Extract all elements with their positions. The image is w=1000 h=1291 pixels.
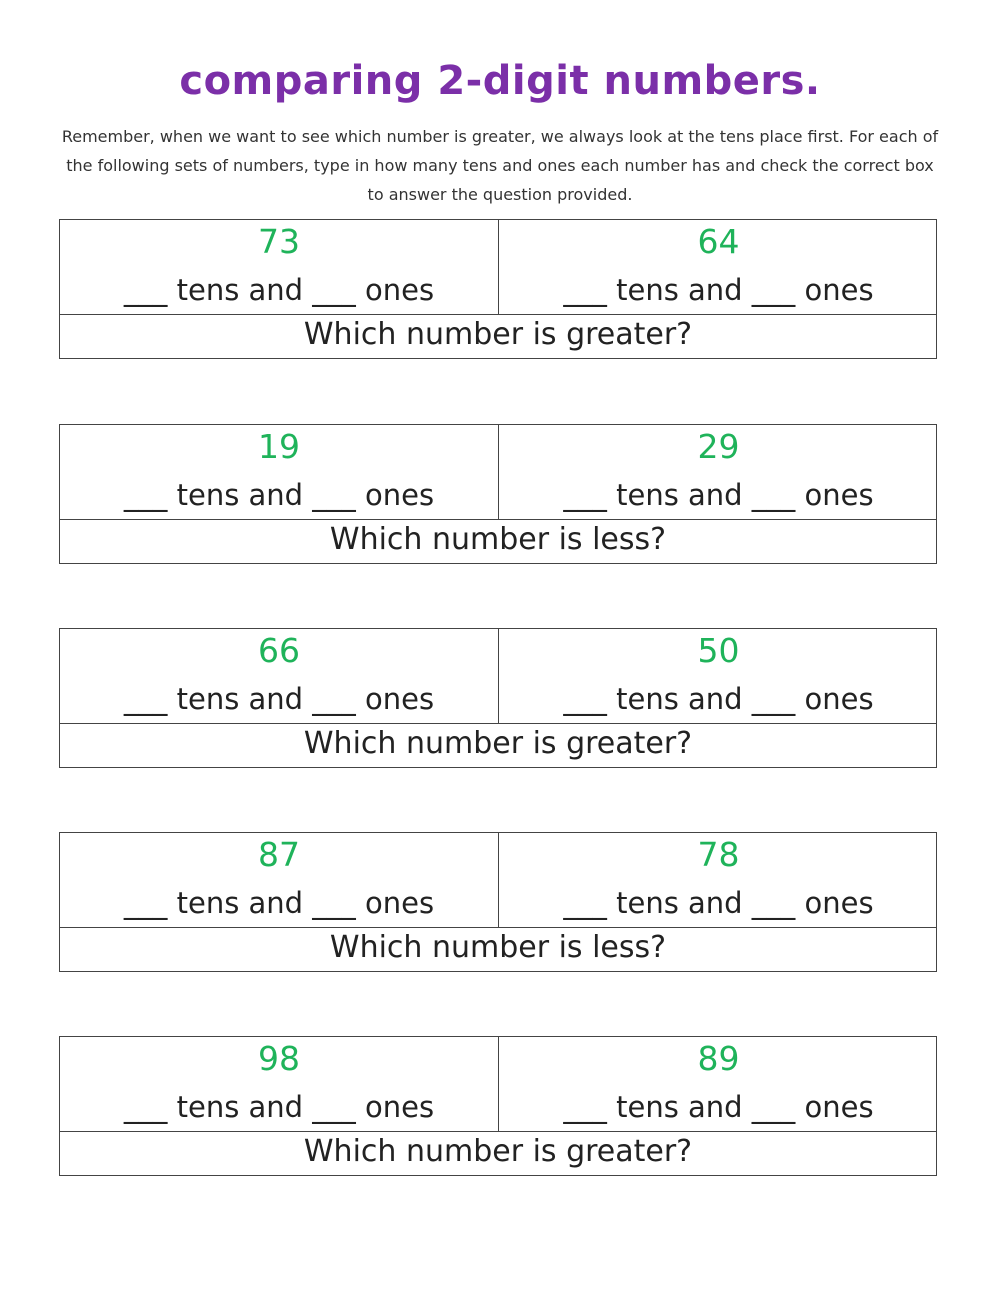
- left-number: 66: [258, 631, 300, 670]
- tens-ones-prompt[interactable]: ___ tens and ___ ones: [563, 478, 874, 512]
- page-title: comparing 2-digit numbers.: [179, 58, 821, 104]
- right-number: 89: [697, 1039, 740, 1078]
- tens-ones-prompt[interactable]: ___ tens and ___ ones: [563, 682, 874, 716]
- left-number-cell: [60, 629, 499, 723]
- left-number-cell: [60, 833, 499, 927]
- right-number: 50: [697, 631, 740, 670]
- comparison-question: Which number is less?: [60, 927, 936, 971]
- left-number-cell: [60, 425, 499, 519]
- right-number-cell: [499, 425, 938, 519]
- comparison-question: Which number is less?: [60, 519, 936, 563]
- comparison-block-4: [59, 832, 937, 972]
- tens-ones-prompt[interactable]: ___ tens and ___ ones: [563, 1090, 874, 1124]
- left-number: 87: [258, 835, 300, 874]
- tens-ones-prompt[interactable]: ___ tens and ___ ones: [123, 478, 435, 512]
- left-number-cell: [60, 1037, 499, 1131]
- comparison-block-5: [59, 1036, 937, 1176]
- tens-ones-prompt[interactable]: ___ tens and ___ ones: [123, 273, 435, 307]
- comparison-block-1: [59, 219, 937, 359]
- tens-ones-prompt[interactable]: ___ tens and ___ ones: [563, 273, 874, 307]
- left-number: 73: [258, 222, 300, 261]
- right-number: 64: [697, 222, 740, 261]
- right-number-cell: [499, 629, 938, 723]
- right-number: 29: [697, 427, 740, 466]
- instructions-text: Remember, when we want to see which number is greater, we always look at the tens place first. For each of the following sets of numbers, type in how many tens and ones each number has and check the correct box to answer the question provided.: [61, 127, 939, 204]
- comparison-block-2: [59, 424, 937, 564]
- right-number-cell: [499, 1037, 938, 1131]
- tens-ones-prompt[interactable]: ___ tens and ___ ones: [123, 886, 435, 920]
- right-number: 78: [697, 835, 740, 874]
- tens-ones-prompt[interactable]: ___ tens and ___ ones: [123, 682, 435, 716]
- right-number-cell: [499, 833, 938, 927]
- comparison-question: Which number is greater?: [60, 314, 936, 358]
- comparison-question: Which number is greater?: [60, 723, 936, 767]
- comparison-block-3: [59, 628, 937, 768]
- left-number-cell: [60, 220, 499, 314]
- comparison-question: Which number is greater?: [60, 1131, 936, 1175]
- left-number: 98: [258, 1039, 300, 1078]
- right-number-cell: [499, 220, 938, 314]
- left-number: 19: [258, 427, 300, 466]
- tens-ones-prompt[interactable]: ___ tens and ___ ones: [563, 886, 874, 920]
- tens-ones-prompt[interactable]: ___ tens and ___ ones: [123, 1090, 435, 1124]
